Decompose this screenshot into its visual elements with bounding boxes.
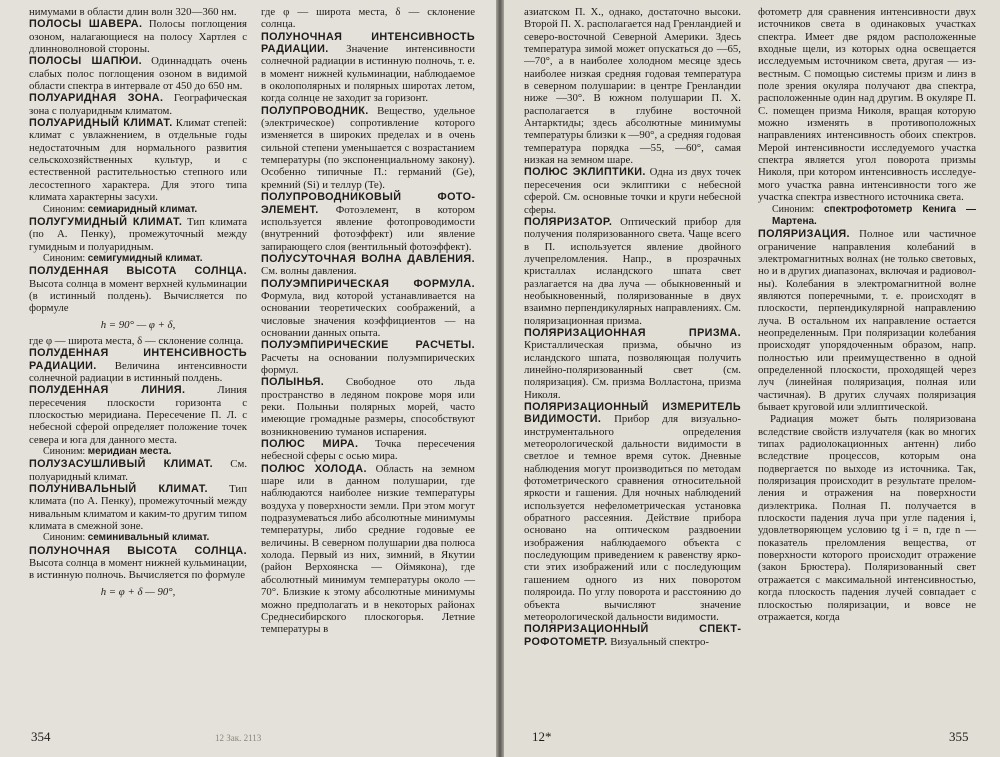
synonym-term: семинивальный климат. <box>87 532 210 544</box>
entry-definition: См. полуаридный климат. <box>29 458 248 483</box>
synonym-line <box>29 204 247 216</box>
page-number-left: 354 <box>31 729 51 744</box>
entry-definition: Линия пересечения плоскости горизонта с плоскостью меридиана. Пересечение П. Л. с небесной сферой определяет положение точек севера и юга для данного места. <box>29 384 247 446</box>
dictionary-entry <box>29 347 247 384</box>
dictionary-entry <box>29 216 247 253</box>
formula: h = 90° — φ + δ, <box>100 318 176 331</box>
entry-headword: ПОЛЮС ЭКЛИПТИКИ. <box>524 166 646 179</box>
entry-headword: ПОЛУДЕННАЯ ИНТЕНСИВНОСТЬ РАДИАЦИИ. <box>29 347 247 372</box>
synonym-line <box>29 253 247 265</box>
entry-headword: ПОЛЫНЬЯ. <box>261 376 325 389</box>
entry-headword: ПОЛУГУМИДНЫЙ КЛИМАТ. <box>29 215 183 228</box>
synonym-label: Синоним: <box>43 252 86 264</box>
entry-definition: Точка пересечения небесной сферы с осью мира. <box>261 438 475 463</box>
entry-definition: Высота солнца в момент верхней кульминации (в истинный полдень). Вычисляется по формуле <box>29 277 247 315</box>
entry-headword: ПОЛУСУТОЧНАЯ ВОЛНА ДАВЛЕНИЯ. <box>261 252 475 265</box>
dictionary-entry <box>29 545 247 582</box>
entry-headword: ПОЛЯРИЗАЦИЯ. <box>758 228 850 241</box>
dictionary-entry <box>29 483 247 532</box>
dictionary-entry <box>29 117 247 203</box>
dictionary-entry <box>261 438 475 463</box>
entry-definition: Тип климата (по А. Пенку), промежуточный между нивальным климатом и каким-то другим типом климата в смежной зоне. <box>29 483 247 533</box>
entry-definition: Расчеты на основании полуэмпирических формул. <box>261 351 475 376</box>
entry-headword: ПОЛУДЕННАЯ ЛИНИЯ. <box>29 384 186 397</box>
synonym-term: меридиан места. <box>87 446 172 458</box>
entry-definition: Фотоэлемент, в котором используется явление фотопроводимости (внутренний фотоэффект) или явление запирающего слоя (вентильный фотоэффект). <box>261 203 475 253</box>
entry-definition: Величина интенсивности солнечной радиации в истинный полдень. <box>29 359 247 384</box>
entry-definition: Формула, вид которой устанавливается на основании теоретических соображений, а числовые значения коэффициентов — на основании данных опыта. <box>261 289 475 339</box>
dictionary-entry <box>29 18 247 55</box>
dictionary-entry <box>261 463 475 636</box>
entry-definition: Одна из двух точек пересечения оси эклиптики с небесной сферой. См. основные точки и круги небесной сферы. <box>524 166 742 216</box>
text-paragraph: Радиация может быть поляризована вследствие свойств излучателя (как во многих типах радиолокационных антенн) либо вследствие процессов, которым она подвергается по выходе из источника. Так, поляризация происходит в результате преломления и отражения на поверхности диэлектрика. Полная П. получается в плоскости падения луча при угле падения i, удовлетворяющем условию tg i = n, где n — показатель преломления вещества, от поверхности которого происходит отражение (закон Брюстера). Поляризованный свет отражается с максимальной интенсивностью, когда плоскость падения лучей совпадает с плоскостью поляризации, и вовсе не отражается, когда <box>758 413 976 623</box>
dictionary-entry <box>524 166 741 215</box>
synonym-term: спектрофотометр Кенига — Мартена. <box>772 203 976 227</box>
entry-definition: Оптический прибор для получения поляризованного света. Чаще всего в П. используется явление двойного лучепреломления. Напр., в прозрачных кристаллах исландского шпата свет разлагается на два луча — обыкновенный и необыкновенный, поляризованные в двух взаимно перпендикулярных направлениях. См. поляризационная призма. <box>524 215 741 327</box>
entry-headword: ПОЛУАРИДНАЯ ЗОНА. <box>29 92 164 105</box>
entry-headword: ПОЛЮС МИРА. <box>261 438 359 451</box>
entry-headword: ПОЛЯРИЗАЦИОННЫЙ ИЗМЕРИТЕЛЬ ВИДИМОСТИ. <box>524 401 741 426</box>
dictionary-entry <box>261 191 475 253</box>
synonym-term: семигумидный климат. <box>87 252 203 264</box>
entry-headword: ПОЛУНИВАЛЬНЫЙ КЛИМАТ. <box>29 483 208 496</box>
entry-headword: ПОЛУПРОВОДНИК. <box>261 104 369 117</box>
entry-headword: ПОЛУДЕННАЯ ВЫСОТА СОЛНЦА. <box>29 265 247 278</box>
entry-headword: ПОЛУНОЧНАЯ ИНТЕНСИВНОСТЬ РАДИАЦИИ. <box>261 30 475 56</box>
text-paragraph: где φ — широта места, δ — склонение солнца. <box>261 6 475 31</box>
dictionary-entry <box>29 458 247 483</box>
entry-headword: ПОЛЯРИЗАЦИОННАЯ ПРИЗМА. <box>524 326 741 339</box>
text-paragraph: нимумами в области длин волн 320—360 нм. <box>29 6 237 18</box>
dictionary-entry <box>261 339 475 376</box>
left-column-1 <box>29 6 247 602</box>
synonym-label: Синоним: <box>43 203 86 215</box>
dictionary-entry <box>29 384 247 446</box>
dictionary-entry <box>29 92 247 117</box>
entry-definition: Тип климата (по А. Пенку), промежуточный между гумидным и полуаридным. <box>29 215 247 253</box>
entry-headword: ПОЛУАРИДНЫЙ КЛИМАТ. <box>29 117 173 130</box>
left-column-2 <box>261 6 475 636</box>
synonym-term: семиаридный климат. <box>87 203 198 215</box>
entry-definition: Высота солнца в момент нижней кульминации, в истинную полночь. Вычисляется по формуле <box>29 557 247 582</box>
entry-definition: Кристаллическая призма, обычно из исландского шпата, позволяющая получить линейно-поляризованный свет (см. поляризация). См. призма Волластона, призма Николя. <box>524 339 741 401</box>
entry-headword: ПОЛУЭМПИРИЧЕСКИЕ РАСЧЕТЫ. <box>261 339 475 352</box>
dictionary-entry <box>261 253 475 278</box>
synonym-label: Синоним: <box>43 446 86 458</box>
synonym-label: Синоним: <box>43 532 86 544</box>
entry-definition: Вещество, удельное (электрическое) сопротивление которого изменяется в широких пределах и в очень сильной степени уменьшается с возрастанием температуры (по экспоненциальному закону). Особенно типичные П.: германий (Ge), кремний (Si) и теллур (Te). <box>261 104 475 191</box>
dictionary-entry <box>524 216 741 327</box>
synonym-line <box>758 204 976 229</box>
dictionary-entry <box>524 623 741 648</box>
right-column-1 <box>524 6 741 648</box>
entry-headword: ПОЛУЭМПИРИЧЕСКАЯ ФОРМУЛА. <box>261 277 475 290</box>
entry-headword: ПОЛУПРОВОДНИКОВЫЙ ФОТОЭЛЕМЕНТ. <box>261 191 475 216</box>
formula: h = φ + δ — 90°, <box>100 585 176 598</box>
entry-headword: ПОЛУНОЧНАЯ ВЫСОТА СОЛНЦА. <box>29 544 247 557</box>
entry-definition: См. волны давления. <box>261 265 357 278</box>
left-page <box>0 0 496 757</box>
entry-headword: ПОЛОСЫ ШАПЮИ. <box>29 55 143 68</box>
text-paragraph: азиатском П. Х., однако, достаточно высоки. Второй П. Х. располагается над Гренландией и северо-восточной Северной Америки. Здесь температура зимой может опускаться до —65, —70°, а в наиболее холодном месяце здесь наиболее низкая средняя годовая температура в северном полушарии: в центре Гренландии ниже —30°. В южном полушарии П. Х. располагается в глубине восточной Антарктиды; здесь абсолютные минимумы температуры близки к —90°, а средняя годовая температура порядка —55, —60°, самая низкая на земном шаре. <box>524 6 741 167</box>
entry-headword: ПОЛЮС ХОЛОДА. <box>261 462 367 475</box>
synonym-line <box>29 446 247 458</box>
page-number-right: 355 <box>949 729 969 744</box>
entry-definition: Полосы поглощения озоном, налагающиеся на полосу Хартлея с длинноволновой стороны. <box>29 18 247 56</box>
dictionary-entry <box>261 376 475 438</box>
book-gutter <box>496 0 504 757</box>
synonym-line <box>29 532 247 544</box>
dictionary-entry <box>261 105 475 191</box>
dictionary-entry <box>29 55 247 92</box>
printer-mark: 12 Зак. 2113 <box>215 733 262 743</box>
text-paragraph: фотометр для сравнения интенсивности двух источников света в одинаковых участках спектра. Имеет две рядом расположенные входные щели, из которых одна освещается исследуемым источником света, другая — известным. С помощью системы призм и линз в поле зрения окуляра получают два спектра, расположенные один над другим. В окуляре П. С. помещен призма Николя, вращая которую можно изменять в противоположных направлениях интенсивность обоих спектров. Мерой интенсивности исследуемого участка спектра является угол поворота призмы Николя, при котором интенсивность исследуемого участка равна интенсивности того же участка спектра известного источника света. <box>758 6 976 204</box>
entry-headword: ПОЛОСЫ ШАВЕРА. <box>29 18 143 31</box>
dictionary-entry <box>261 278 475 340</box>
dictionary-entry <box>524 327 741 401</box>
dictionary-entry <box>758 228 976 413</box>
entry-headword: ПОЛЯРИЗАТОР. <box>524 215 613 228</box>
entry-definition: Полное или частичное ограничение направления колебаний в электромагнитных волнах (не только световых, но и в других диапазонах, включая и радиоволны). Колебания в электромагнитной волне являются поперечными, т. е. происходят в плоскости, перпендикулярной направлению луча. В остальном их направление остается неопределенным. При поляризации колебания происходят упорядоченным образом, напр. полностью или преимущественно в одной определенной плоскости, проходящей через луч (линейная поляризация, полная или частичная). В других случаях поляризация бывает круговой или эллиптической. <box>758 228 976 413</box>
entry-definition: Географическая зона с полуаридным климатом. <box>29 92 247 117</box>
dictionary-entry <box>29 265 247 314</box>
entry-definition: Климат степей: климат с увлажнением, в отдельные годы недостаточным для нормального развития сельскохозяйственных культур, и с естественной растительностью степного или лесостепного характера. Для этого типа климата характерны засухи. <box>29 117 247 204</box>
entry-headword: ПОЛЯРИЗАЦИОННЫЙ СПЕКТРОФОТОМЕТР. <box>524 623 741 648</box>
entry-definition: Визуальный спектро- <box>610 635 709 648</box>
dictionary-entry <box>524 401 741 623</box>
entry-definition: Одиннадцать очень слабых полос поглощения озоном в видимой области спектра в интервале от 450 до 650 нм. <box>29 55 248 93</box>
signature-mark: 12* <box>532 729 552 744</box>
entry-definition: Значение интенсивности солнечной радиации в истинную полночь, т. е. в момент нижней кульминации, наблюдаемое в околополярных и полярных широтах летом, когда солнце не заходит за горизонт. <box>261 43 475 105</box>
entry-definition: Прибор для визуально-инструментального определения метеорологической дальности видимости в светлое и темное время суток. Дневные наблюдения могут производиться по методам фотометрического сравнения относительной яркости и гашения. Для ночных наблюдений используется нефелометрическая установка обратного рассеяния. Действие прибора основано на оптическом раздвоении изображения наблюдаемого объекта с последующим приведением к равенству яркости этих изображений или с последующим гашением одного из них поворотом поляроида. По углу поворота и расстоянию до объекта вычисляют значение метеорологической дальности видимости. <box>524 413 742 623</box>
right-page <box>504 0 1000 757</box>
text-paragraph: где φ — широта места, δ — склонение солнца. <box>29 334 244 347</box>
synonym-label: Синоним: <box>772 203 815 215</box>
entry-definition: Область на земном шаре или в данном полушарии, где наблюдаются наиболее низкие температуры воздуха у поверхности земли. При этом могут подразумеваться либо абсолютные минимумы температуры, либо средние годовые ее величины. В северном полушарии два полюса холода. Первый из них, зимний, в Якутии (район Верхоянска — Оймякона), где абсолютный минимум температуры около —70°. Близкие к этому абсолютные минимумы можно предполагать и в некоторых районах Среднесибирского плоскогорья. Летние температуры в <box>261 462 476 636</box>
dictionary-entry <box>261 31 475 105</box>
right-column-2 <box>758 6 976 623</box>
entry-definition: Свободное ото льда пространство в ледяном покрове моря или реки. Полыньи полярных морей, часто имеющие громадные размеры, способствуют возникновению туманов испарения. <box>261 376 476 438</box>
entry-headword: ПОЛУЗАСУШЛИВЫЙ КЛИМАТ. <box>29 458 214 471</box>
